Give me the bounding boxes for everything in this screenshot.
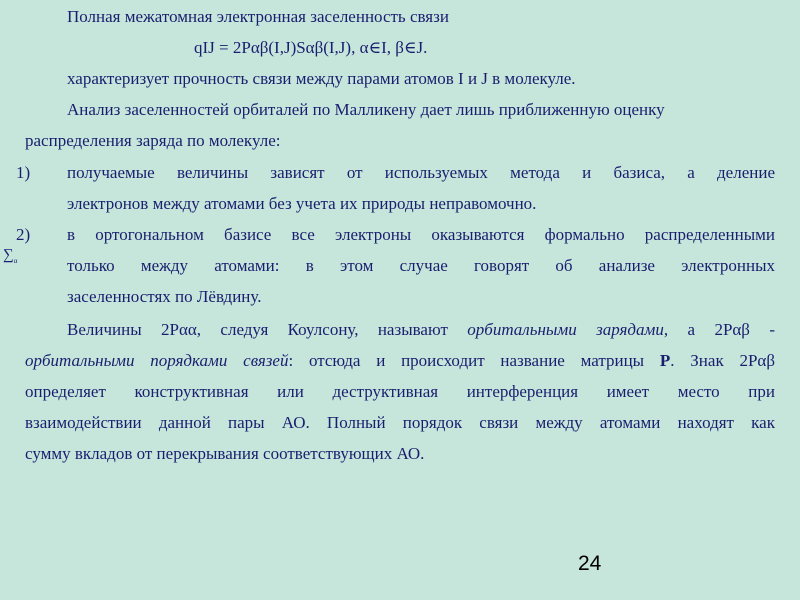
coulson-text-a: Величины 2Pαα, следуя Коулсону, называют bbox=[67, 320, 468, 339]
paragraph-mulliken-line: Анализ заселенностей орбиталей по Малликену дает лишь приближенную оценку bbox=[67, 100, 665, 119]
summation-subscript: α bbox=[13, 257, 18, 265]
paragraph-strength-line: характеризует прочность связи между парами атомов I и J в молекуле. bbox=[67, 69, 576, 88]
paragraph-coulson-line-5: сумму вкладов от перекрывания соответствующих АО. bbox=[25, 444, 425, 463]
coulson-text-c: : отсюда и происходит название матрицы bbox=[288, 351, 660, 370]
list-marker-2: 2) bbox=[16, 225, 31, 244]
orbital-bond-orders-term: орбитальными порядками связей bbox=[25, 351, 289, 370]
orbital-charges-term: орбитальными зарядами bbox=[467, 320, 664, 339]
paragraph-intro-line: Полная межатомная электронная заселенность связи bbox=[67, 7, 449, 26]
paragraph-coulson-line-3: определяет конструктивная или деструктивная интерференция имеет место при bbox=[25, 382, 775, 401]
paragraph-coulson-line-2 bbox=[25, 351, 775, 371]
paragraph-distribution-line: распределения заряда по молекуле: bbox=[25, 131, 281, 150]
page-number: 24 bbox=[578, 552, 602, 575]
list-item-1-line-b: электронов между атомами без учета их природы неправомочно. bbox=[67, 194, 537, 213]
matrix-p: P bbox=[659, 351, 671, 370]
list-item-2-line-a: в ортогональном базисе все электроны оказываются формально распределенными bbox=[67, 225, 775, 244]
list-marker-1: 1) bbox=[16, 163, 31, 182]
coulson-text-b: , а 2Pαβ - bbox=[663, 320, 775, 339]
list-item-2-line-c: заселенностях по Лёвдину. bbox=[67, 287, 262, 306]
list-item-1-line-a: получаемые величины зависят от используемых метода и базиса, а деление bbox=[67, 163, 775, 182]
paragraph-coulson-line-1 bbox=[67, 320, 775, 340]
formula: qIJ = 2Pαβ(I,J)Sαβ(I,J), α∈I, β∈J. bbox=[194, 38, 428, 57]
paragraph-coulson-line-4: взаимодействии данной пары АО. Полный порядок связи между атомами находят как bbox=[25, 413, 775, 432]
summation-symbol: ∑ bbox=[3, 247, 14, 263]
coulson-text-d: . Знак 2Pαβ bbox=[670, 351, 775, 370]
list-item-2-line-b: только между атомами: в этом случае говорят об анализе электронных bbox=[67, 256, 775, 275]
summation-icon bbox=[3, 248, 17, 269]
